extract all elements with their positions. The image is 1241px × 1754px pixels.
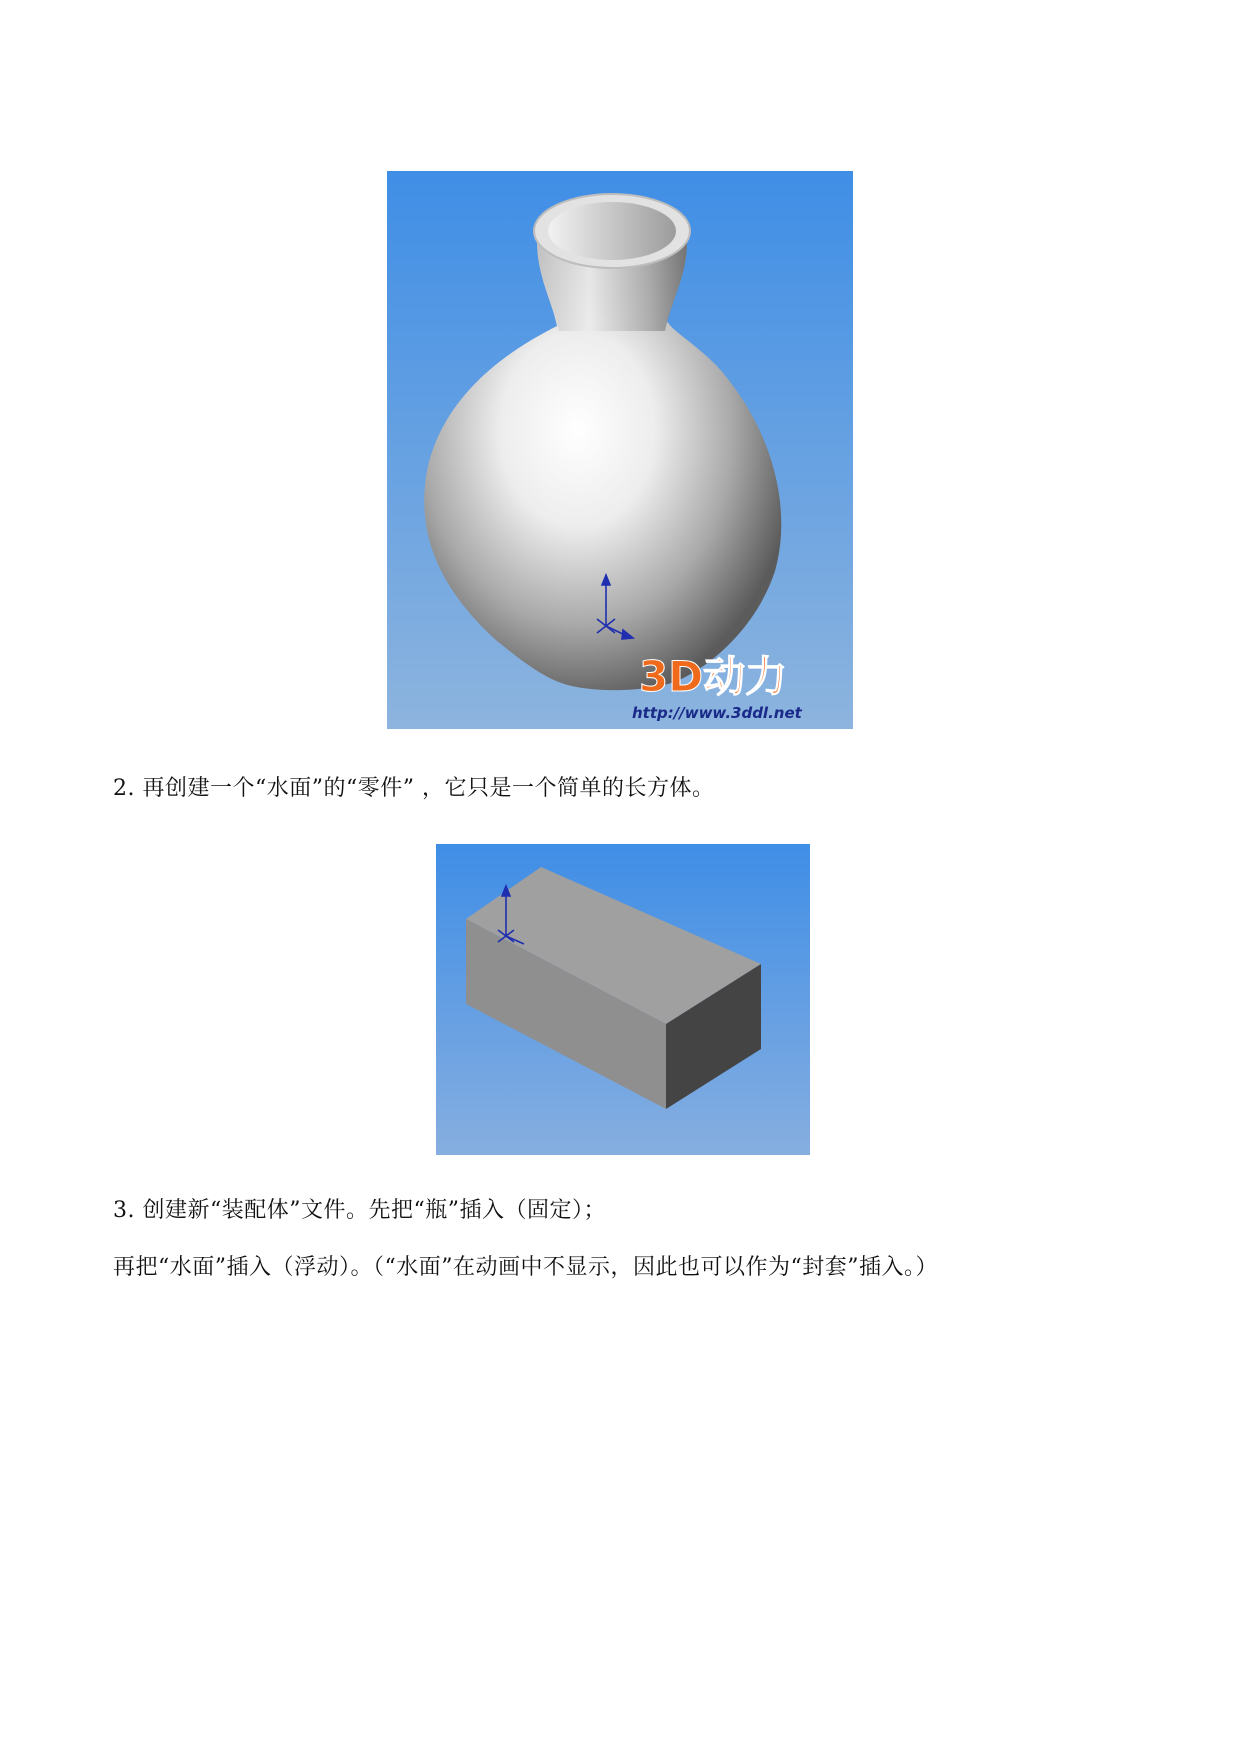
watermark-url: http://www.3ddl.net xyxy=(632,704,802,722)
step-3-line-1: 3. 创建新“装配体”文件。先把“瓶”插入（固定）； xyxy=(113,1198,606,1223)
step-3-line-2: 再把“水面”插入（浮动）。（“水面”在动画中不显示，因此也可以作为“封套”插入。） xyxy=(113,1255,938,1280)
box-render xyxy=(436,844,810,1155)
step-2-text: 2. 再创建一个“水面”的“零件” ，它只是一个简单的长方体。 xyxy=(113,776,715,801)
vase-opening xyxy=(548,202,676,260)
watermark-logo-text: 3D动力 xyxy=(639,652,788,701)
vase-render xyxy=(387,171,853,729)
box-figure xyxy=(436,844,810,1155)
watermark-logo xyxy=(632,652,803,722)
vase-figure xyxy=(387,171,853,729)
